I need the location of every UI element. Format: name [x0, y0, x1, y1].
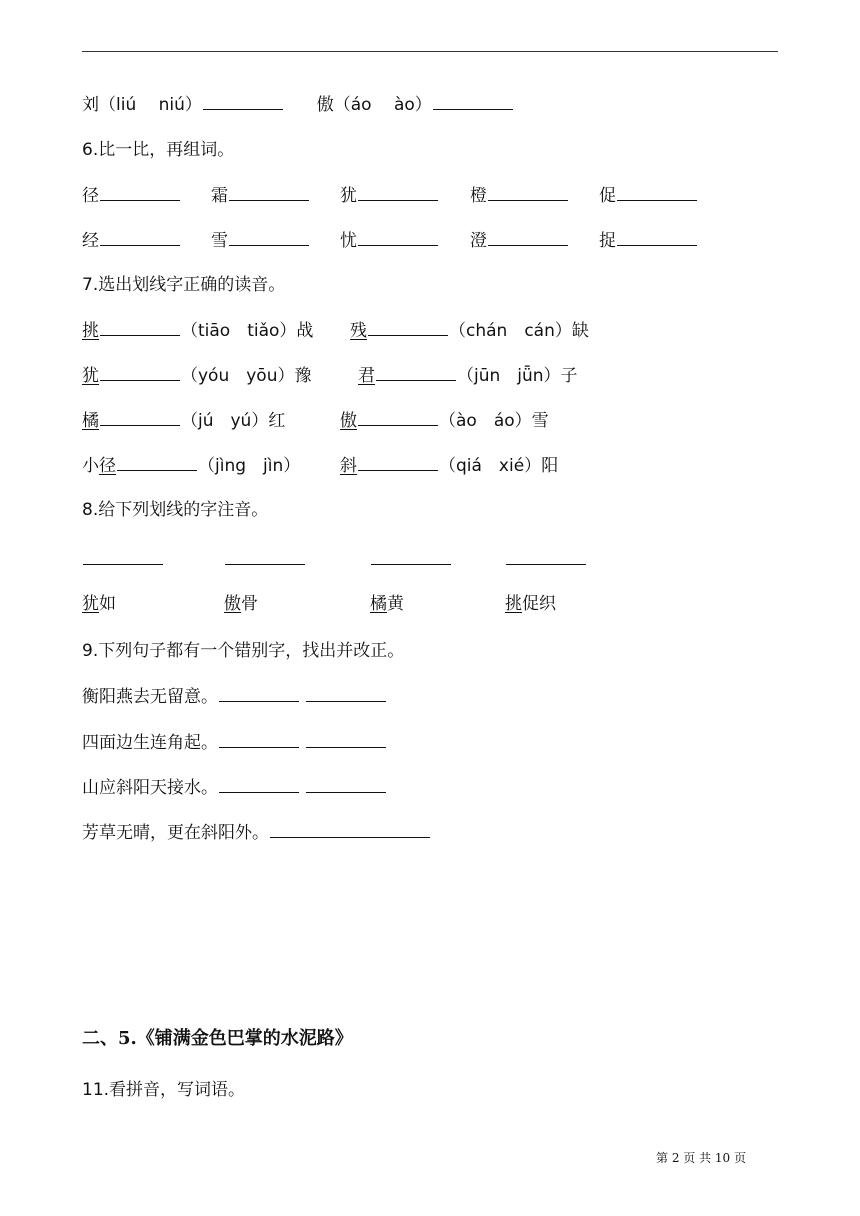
- answer-blank[interactable]: [358, 452, 438, 471]
- q6-row-2: [82, 227, 782, 253]
- underlined-char: 橘: [370, 594, 387, 614]
- question-11-title: 11.看拼音，写词语。: [82, 1080, 246, 1100]
- compare-char: 橙: [470, 186, 487, 206]
- answer-blank[interactable]: [229, 182, 309, 201]
- underlined-char: 挑: [505, 594, 522, 614]
- answer-blank[interactable]: [117, 452, 197, 471]
- compare-char: 雪: [211, 231, 228, 251]
- answer-blank[interactable]: [371, 546, 451, 565]
- underlined-char: 斜: [340, 456, 357, 476]
- q8-words-row: [82, 591, 782, 617]
- answer-blank[interactable]: [506, 546, 586, 565]
- answer-blank[interactable]: [358, 182, 438, 201]
- underlined-char: 犹: [82, 594, 99, 614]
- compare-char: 忧: [340, 231, 357, 251]
- q7-row-4: [82, 452, 782, 478]
- pinyin-options: （liú niú）: [99, 95, 202, 115]
- pinyin-options: （áo ào）: [333, 95, 432, 115]
- answer-blank[interactable]: [376, 362, 456, 381]
- underlined-char: 傲: [340, 411, 357, 431]
- answer-blank[interactable]: [225, 546, 305, 565]
- compare-char: 澄: [470, 231, 487, 251]
- word-rest: 骨: [241, 594, 258, 614]
- compare-char: 霜: [211, 186, 228, 206]
- q7-row-1: [82, 317, 782, 343]
- answer-blank[interactable]: [368, 317, 448, 336]
- answer-blank[interactable]: [100, 407, 180, 426]
- q8-blanks-row: [82, 546, 782, 572]
- underlined-char: 犹: [82, 366, 99, 386]
- pinyin-options: （chán cán）: [449, 321, 572, 341]
- q7-row-3: [82, 407, 782, 433]
- pinyin-options: （jūn jǖn）: [457, 366, 561, 386]
- answer-blank[interactable]: [100, 182, 180, 201]
- q9-sentence: [82, 774, 387, 800]
- answer-blank[interactable]: [100, 317, 180, 336]
- compare-char: 促: [599, 186, 616, 206]
- char-ao: 傲: [316, 95, 334, 115]
- compare-char: 犹: [340, 186, 357, 206]
- underlined-char: 径: [99, 456, 116, 476]
- pinyin-options: （jìng jìn）: [198, 456, 301, 476]
- q7-row-2: [82, 362, 782, 388]
- answer-blank[interactable]: [488, 227, 568, 246]
- answer-blank[interactable]: [270, 819, 430, 838]
- answer-blank[interactable]: [617, 182, 697, 201]
- word-suffix: 子: [560, 366, 578, 386]
- answer-blank[interactable]: [219, 774, 299, 793]
- underlined-char: 橘: [82, 411, 99, 431]
- answer-blank[interactable]: [306, 729, 386, 748]
- word-prefix: 小: [82, 456, 99, 476]
- word-suffix: 雪: [531, 411, 549, 431]
- answer-blank[interactable]: [306, 683, 386, 702]
- underlined-char: 残: [350, 321, 367, 341]
- pinyin-options: （qiá xié）: [439, 456, 542, 476]
- sentence-text: 四面边生连角起。: [82, 733, 218, 753]
- answer-blank[interactable]: [219, 683, 299, 702]
- word-rest: 如: [99, 594, 116, 614]
- answer-blank[interactable]: [83, 546, 163, 565]
- pinyin-options: （yóu yōu）: [181, 366, 295, 386]
- answer-blank[interactable]: [488, 182, 568, 201]
- page-number: 第 2 页 共 10 页: [656, 1151, 746, 1165]
- question-9-title: 9.下列句子都有一个错别字，找出并改正。: [82, 641, 405, 661]
- underlined-char: 君: [358, 366, 375, 386]
- sentence-text: 芳草无晴，更在斜阳外。: [82, 823, 269, 843]
- compare-char: 径: [82, 186, 99, 206]
- answer-blank[interactable]: [100, 362, 180, 381]
- q9-sentence: [82, 729, 387, 755]
- sentence-text: 山应斜阳天接水。: [82, 778, 218, 798]
- pinyin-options: （ào áo）: [439, 411, 532, 431]
- answer-blank[interactable]: [358, 407, 438, 426]
- char-liu: 刘: [82, 95, 99, 115]
- compare-char: 经: [82, 231, 99, 251]
- answer-blank[interactable]: [203, 91, 283, 110]
- answer-blank[interactable]: [433, 91, 513, 110]
- answer-blank[interactable]: [306, 774, 386, 793]
- answer-blank[interactable]: [358, 227, 438, 246]
- q6-row-1: [82, 182, 782, 208]
- question-7-title: 7.选出划线字正确的读音。: [82, 275, 286, 295]
- word-suffix: 阳: [541, 456, 559, 476]
- underlined-char: 挑: [82, 321, 99, 341]
- pinyin-options: （tiāo tiǎo）: [181, 321, 297, 341]
- word-rest: 黄: [387, 594, 404, 614]
- answer-blank[interactable]: [219, 729, 299, 748]
- word-suffix: 战: [296, 321, 314, 341]
- compare-char: 捉: [599, 231, 616, 251]
- header-rule: [82, 51, 778, 52]
- q9-sentence: [82, 819, 431, 845]
- question-6-title: 6.比一比，再组词。: [82, 140, 235, 160]
- word-suffix: 豫: [294, 366, 312, 386]
- word-suffix: 缺: [571, 321, 589, 341]
- underlined-char: 傲: [224, 594, 241, 614]
- sentence-text: 衡阳燕去无留意。: [82, 687, 218, 707]
- answer-blank[interactable]: [617, 227, 697, 246]
- word-rest: 促织: [522, 594, 556, 614]
- answer-blank[interactable]: [100, 227, 180, 246]
- question-8-title: 8.给下列划线的字注音。: [82, 500, 269, 520]
- pinyin-choice-row: [82, 91, 514, 117]
- word-suffix: 红: [268, 411, 286, 431]
- q9-sentence: [82, 683, 387, 709]
- section-2-heading: 二、5.《铺满金色巴掌的水泥路》: [82, 1028, 353, 1049]
- answer-blank[interactable]: [229, 227, 309, 246]
- pinyin-options: （jú yú）: [181, 411, 269, 431]
